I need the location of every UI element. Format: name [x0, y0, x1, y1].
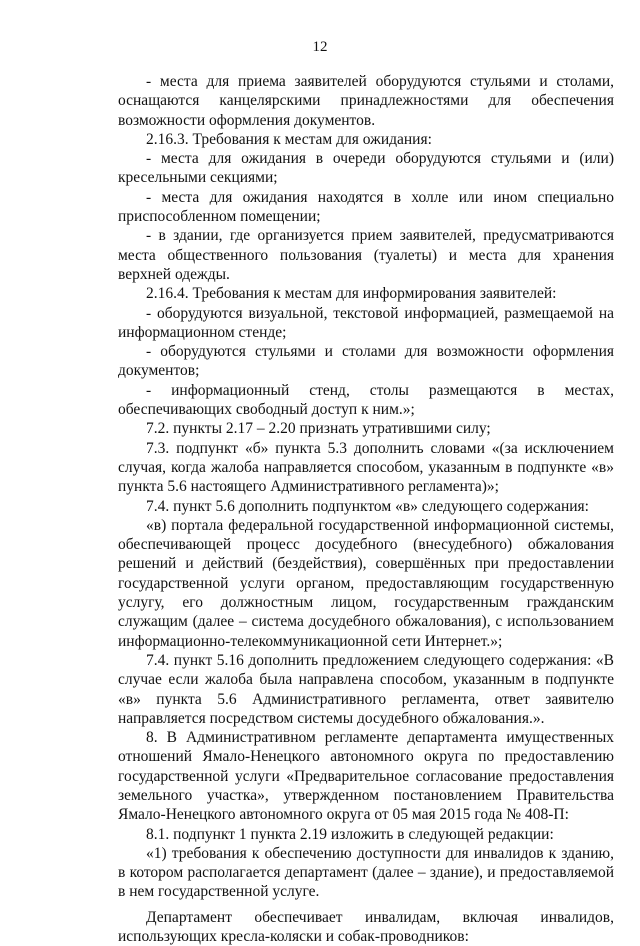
paragraph: - места для ожидания находятся в холле или ином специально приспособленном помещении;	[118, 188, 614, 226]
paragraph: 7.2. пункты 2.17 – 2.20 признать утратившими силу;	[146, 420, 491, 438]
paragraph: 8. В Административном регламенте департамента имущественных отношений Ямало-Ненецкого автономного округа по предоставлению государственной услуги «Предварительное согласование предоставления земельного участка», утвержденном постановлением Правительства Ямало-Ненецкого автономного округа от 05 мая 2015 года № 408-П:	[118, 729, 614, 824]
paragraph: «1) требования к обеспечению доступности для инвалидов к зданию, в котором располагается департамент (далее – здание), и предоставляемой в нем государственной услуге.	[118, 844, 614, 901]
paragraph: - оборудуются визуальной, текстовой информацией, размещаемой на информационном стенде;	[118, 304, 614, 341]
paragraph: 2.16.3. Требования к местам для ожидания:	[146, 130, 432, 148]
paragraph: - оборудуются стульями и столами для возможности оформления документов;	[118, 343, 614, 380]
paragraph: 7.4. пункт 5.6 дополнить подпунктом «в» следующего содержания:	[146, 497, 589, 515]
paragraph: 7.3. подпункт «б» пункта 5.3 дополнить словами «(за исключением случая, когда жалоба направляется способом, указанным в подпункте «в» пункта 5.6 настоящего Административного регламента)»;	[118, 439, 614, 496]
paragraph: «в) портала федеральной государственной информационной системы, обеспечивающей процесс досудебного (внесудебного) обжалования решений и действий (бездействия), совершённых при предоставлении государственной услуги органом, предоставляющим государственную услугу, его должностным лицом, государственным гражданским служащим (далее – система досудебного обжалования), с использованием информационно-телекоммуникационной сети Интернет.»;	[118, 516, 614, 650]
paragraph: 2.16.4. Требования к местам для информирования заявителей:	[146, 285, 557, 303]
paragraph: - информационный стенд, столы размещаются в местах, обеспечивающих свободный доступ к ним.»;	[118, 381, 614, 419]
paragraph: - в здании, где организуется прием заявителей, предусматриваются места общественного пользования (туалеты) и места для хранения верхней одежды.	[118, 227, 614, 283]
paragraph: 7.4. пункт 5.16 дополнить предложением следующего содержания: «В случае если жалоба была направлена способом, указанным в подпункте «в» пункта 5.6 Административного регламента, ответ заявителю направляется посредством системы досудебного обжалования.».	[118, 651, 614, 727]
paragraph: Департамент обеспечивает инвалидам, включая инвалидов, использующих кресла-коляски и собак-проводников:	[118, 908, 614, 946]
paragraph: - места для ожидания в очереди оборудуются стульями и (или) кресельными секциями;	[118, 150, 614, 187]
paragraph: 8.1. подпункт 1 пункта 2.19 изложить в следующей редакции:	[146, 825, 554, 843]
paragraph: - места для приема заявителей оборудуются стульями и столами, оснащаются канцелярскими принадлежностями для обеспечения возможности оформления документов.	[118, 73, 614, 129]
document-body	[118, 72, 614, 946]
page-number: 12	[312, 39, 328, 55]
